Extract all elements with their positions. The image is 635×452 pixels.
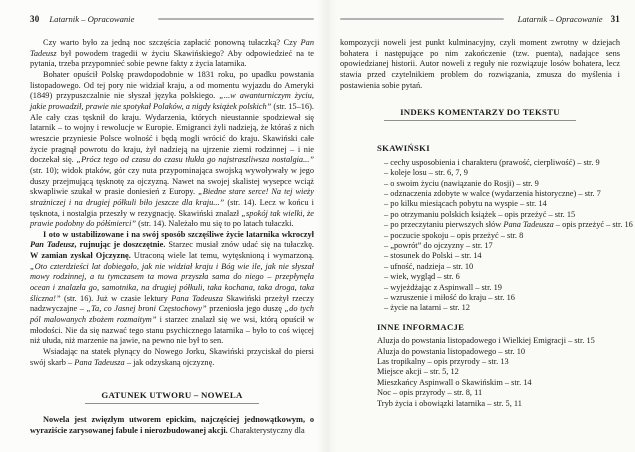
text-run: (str. 10); widok ptaków, gór czy nuta przypominająca swojską wywoływały w jego duszy przejmującą tęsknotę za ojczyzną. Nawet na swojej skalistej wysepce wciąż skwapliwie szukał w prasie doniesień z Europy. — [30, 165, 314, 197]
text-run: był powodem tragedii w życiu Skawińskiego? Aby odpowiedzieć na te pytania, trzeba przypomnieć sobie pewne fakty z życia latarnika. — [30, 48, 314, 69]
running-head-right — [340, 13, 620, 25]
left-page-body — [30, 38, 314, 368]
index-item — [384, 220, 633, 230]
running-head-left — [30, 13, 314, 25]
text-run: Tryb życia i obowiązki latarnika – str. 5, 11 — [377, 398, 522, 408]
text-run: (str. 14). Należało mu się to po latach tułaczki. — [136, 219, 294, 229]
text-run: Miejsce akcji – str. 5, 12 — [377, 367, 459, 377]
index-item — [384, 231, 620, 241]
header-rule — [158, 18, 314, 20]
text-run: ufność, nadzieja – str. 10 — [390, 261, 474, 271]
text-run: poczucie spokoju – opis przeżyć – str. 8 — [390, 230, 524, 240]
text-run: po przeczytaniu pierwszych słów — [390, 220, 504, 230]
index-item — [384, 189, 620, 199]
paragraph — [340, 38, 620, 91]
dash-marker: – — [384, 272, 391, 282]
text-run: „Prócz tego od czasu do czasu tłukła go najstraszliwsza nostalgia...” — [76, 155, 314, 165]
page-number: 31 — [610, 14, 620, 24]
text-run: odznaczenia zdobyte w walce (wydarzenia historyczne) – str. 7 — [390, 188, 601, 198]
text-run: Pan Tadeusz — [30, 38, 314, 58]
dash-marker: – — [384, 292, 391, 302]
index-item — [384, 158, 620, 168]
text-run: Aluzja do powstania listopadowego i Wielkiej Emigracji – str. 15 — [377, 336, 595, 346]
right-page-body — [340, 38, 620, 91]
index-heading-wrap — [340, 102, 620, 121]
paragraph — [30, 38, 314, 70]
text-run: po otrzymaniu polskich książek – opis przeżyć – str. 15 — [390, 209, 576, 219]
text-run: – opis przeżyć – str. 16 — [553, 220, 633, 230]
text-run: Czy warto było za jedną noc szczęścia zapłacić ponowną tułaczką? Czy — [43, 38, 301, 47]
index-heading: INDEKS KOMENTARZY DO TEKSTU — [384, 107, 576, 121]
running-title: Latarnik – Opracowanie — [49, 14, 135, 24]
index-item — [384, 272, 620, 282]
text-run: i starzec znalazł się we wsi, którą opuścił w młodości. Nie da się nazwać tego stanu psychicznego latarnika – było to coś więcej niż ułuda, niż marzenie na jawie, na pewno nie był to sen. — [30, 315, 314, 346]
text-run: (str. 16). Już w czasie lektury — [60, 293, 172, 303]
text-run: „Ta, co Jasnej broni Częstochowy” — [86, 304, 207, 314]
text-run: Utraconą wiele lat temu, wytęsknioną i wymarzoną. — [130, 251, 315, 261]
genre-heading: GATUNEK UTWORU – NOWELA — [85, 390, 258, 404]
index-item — [384, 168, 620, 178]
text-run: „Biedne stare serce! Na tej wieży strażniczej i na drugiej półkuli biło jeszcze dla kraju...” — [30, 187, 314, 207]
index-item — [377, 367, 620, 377]
paragraph — [30, 230, 314, 347]
running-title: Latarnik – Opracowanie — [517, 14, 603, 24]
dash-marker: – — [384, 261, 391, 271]
text-run: I oto w ustabilizowane i na swój sposób szczęśliwe życie latarnika wkroczył — [43, 229, 314, 239]
paragraph — [30, 347, 314, 368]
text-run: „Oto czterdzieści lat dobiegało, jak nie widział kraju i Bóg wie ile, jak nie słyszał mowy rodzinnej, a tu tymczasem ta mowa przyszła sama do niego – przepłynęła ocean i znalazła go, samotnika, na drugiej półkuli, taka kochana, taka droga, taka śliczna!” — [30, 261, 314, 303]
index-list — [377, 157, 633, 314]
text-run: Charakterystyczny dla — [227, 426, 305, 435]
index-sections — [377, 143, 633, 409]
text-run: Pana Tadeusza — [171, 293, 223, 303]
index-item — [384, 179, 620, 189]
text-run: wiek, wygląd – str. 6 — [390, 272, 460, 282]
index-item — [384, 303, 620, 313]
index-list — [377, 336, 620, 409]
text-run: życie na latarni – str. 12 — [390, 303, 470, 313]
index-item — [377, 357, 620, 367]
dash-marker: – — [384, 230, 391, 240]
dash-marker: – — [384, 240, 391, 250]
text-run: W zamian zyskał Ojczyznę. — [30, 251, 131, 261]
paragraph — [30, 415, 314, 436]
index-item — [384, 283, 620, 293]
text-run: przeniosła jego duszę — [206, 304, 285, 314]
dash-marker: – — [384, 220, 391, 230]
dash-marker: – — [384, 282, 391, 292]
page-31 — [322, 0, 635, 452]
text-run: Noc – opis przyrody – str. 8, 11 — [377, 388, 483, 398]
page-number: 30 — [30, 14, 40, 24]
text-run: stosunek do Polski – str. 14 — [390, 251, 482, 261]
dash-marker: – — [384, 251, 391, 261]
index-item — [377, 347, 620, 357]
text-run: Pan Tadeusz — [30, 240, 75, 250]
text-run: Bohater opuścił Polskę prawdopodobnie w 1831 roku, po upadku powstania listopadowego. Od tej pory nie widział kraju, a od momentu wyjazdu do Ameryki (1849) przypuszczalnie nie słyszał języka polskiego. — [30, 69, 314, 101]
text-run: Wsiadając na statek płynący do Nowego Jorku, Skawiński przyciskał do piersi swój skarb – — [30, 347, 314, 367]
text-run: po kilku miesiącach pobytu na wyspie – str. 14 — [390, 199, 547, 209]
text-run: kompozycji noweli jest punkt kulminacyjny, czyli moment zwrotny w dziejach bohatera i następujące po nim zakończenie (tzw. puenta), nadające sens opowiedzianej historii. Autor noweli z reguły nie rozwiązuje losów bohatera, lecz stawia przed czytelnikiem problem do rozwiązania, zmusza do myślenia i postawienia sobie pytań. — [340, 38, 620, 90]
text-run: Pana Tadeusza — [74, 357, 125, 367]
text-run: „spokój tak wielki, że prawie podobny do półśmierci” — [30, 208, 314, 229]
text-run: , rujnując je doszczętnie. — [74, 240, 166, 250]
dash-marker: – — [384, 157, 391, 167]
text-run: „do tych pól malowanych zbożem rozmaitym” — [30, 304, 314, 325]
text-run: Starzec musiał znów udać się na tułaczkę. — [165, 240, 314, 250]
dash-marker: – — [384, 178, 391, 188]
text-run: Aluzja do powstania listopadowego – str. 10 — [377, 346, 526, 356]
index-item — [384, 251, 620, 261]
genre-heading-wrap — [30, 385, 314, 404]
text-run: o swoim życiu (nawiązanie do Rosji) – str. 9 — [390, 178, 539, 188]
text-run: Nowela jest zwięzłym utworem epickim, najczęściej jednowątkowym, o wyraziście zarysowanej fabule i nierozbudowanej akcji. — [30, 415, 314, 435]
index-item — [377, 336, 620, 346]
text-run: (str. 15–16). Ale cały czas tęsknił do kraju. Wydarzenia, których nieustannie spodziewał się latarnik – to wojny i rewolucje w Europie. Emigranci żyli nadzieją, że któraś z nich wreszcie przyniesie Polsce wolność i będą mogli wrócić do kraju. Skawiński całe życie pragnął powrotu do kraju, żył nadzieją na ujrzenie ziemi rodzinnej – i nie doczekał się. — [30, 101, 314, 165]
text-run: Mieszkańcy Aspinwall o Skawińskim – str. 14 — [377, 377, 532, 387]
index-item — [377, 399, 620, 409]
text-run: wyjeżdżając z Aspinwall – str. 19 — [390, 282, 502, 292]
index-section-title: SKAWIŃSKI — [377, 143, 430, 154]
text-run: Pana Tadeusza — [503, 220, 554, 230]
paragraph — [30, 70, 314, 230]
text-run: Skawiński przeżył rzeczy nadzwyczajne – — [30, 293, 314, 314]
index-item — [377, 378, 620, 388]
index-item — [384, 293, 620, 303]
dash-marker: – — [384, 168, 391, 178]
text-run: wzruszenie i miłość do kraju – str. 16 — [390, 292, 515, 302]
dash-marker: – — [384, 188, 391, 198]
index-item — [384, 241, 620, 251]
index-item — [384, 210, 620, 220]
text-run: (str. 14). Lecz w końcu i tęsknota, i nostalgia przeszły w rezygnację. Skawiński znalazł — [30, 197, 315, 218]
index-section-title: INNE INFORMACJE — [377, 321, 465, 332]
genre-section-body — [30, 415, 314, 436]
text-run: „powrót” do ojczyzny – str. 17 — [390, 240, 493, 250]
dash-marker: – — [384, 303, 391, 313]
text-run: „...w awanturniczym życiu, jakie prowadził, prawie nie spotykał Polaków, a nigdy książek polskich” — [30, 91, 314, 111]
index-item — [384, 262, 620, 272]
text-run: cechy usposobienia i charakteru (prawość, cierpliwość) – str. 9 — [390, 157, 600, 167]
index-item — [377, 388, 620, 398]
index-item — [384, 199, 620, 209]
text-run: – jak odzyskaną ojczyznę. — [124, 357, 215, 367]
text-run: Las tropikalny – opis przyrody – str. 13 — [377, 357, 509, 366]
text-run: koleje losu – str. 6, 7, 9 — [390, 168, 468, 178]
dash-marker: – — [384, 199, 391, 209]
dash-marker: – — [384, 209, 391, 219]
header-rule — [340, 18, 504, 20]
